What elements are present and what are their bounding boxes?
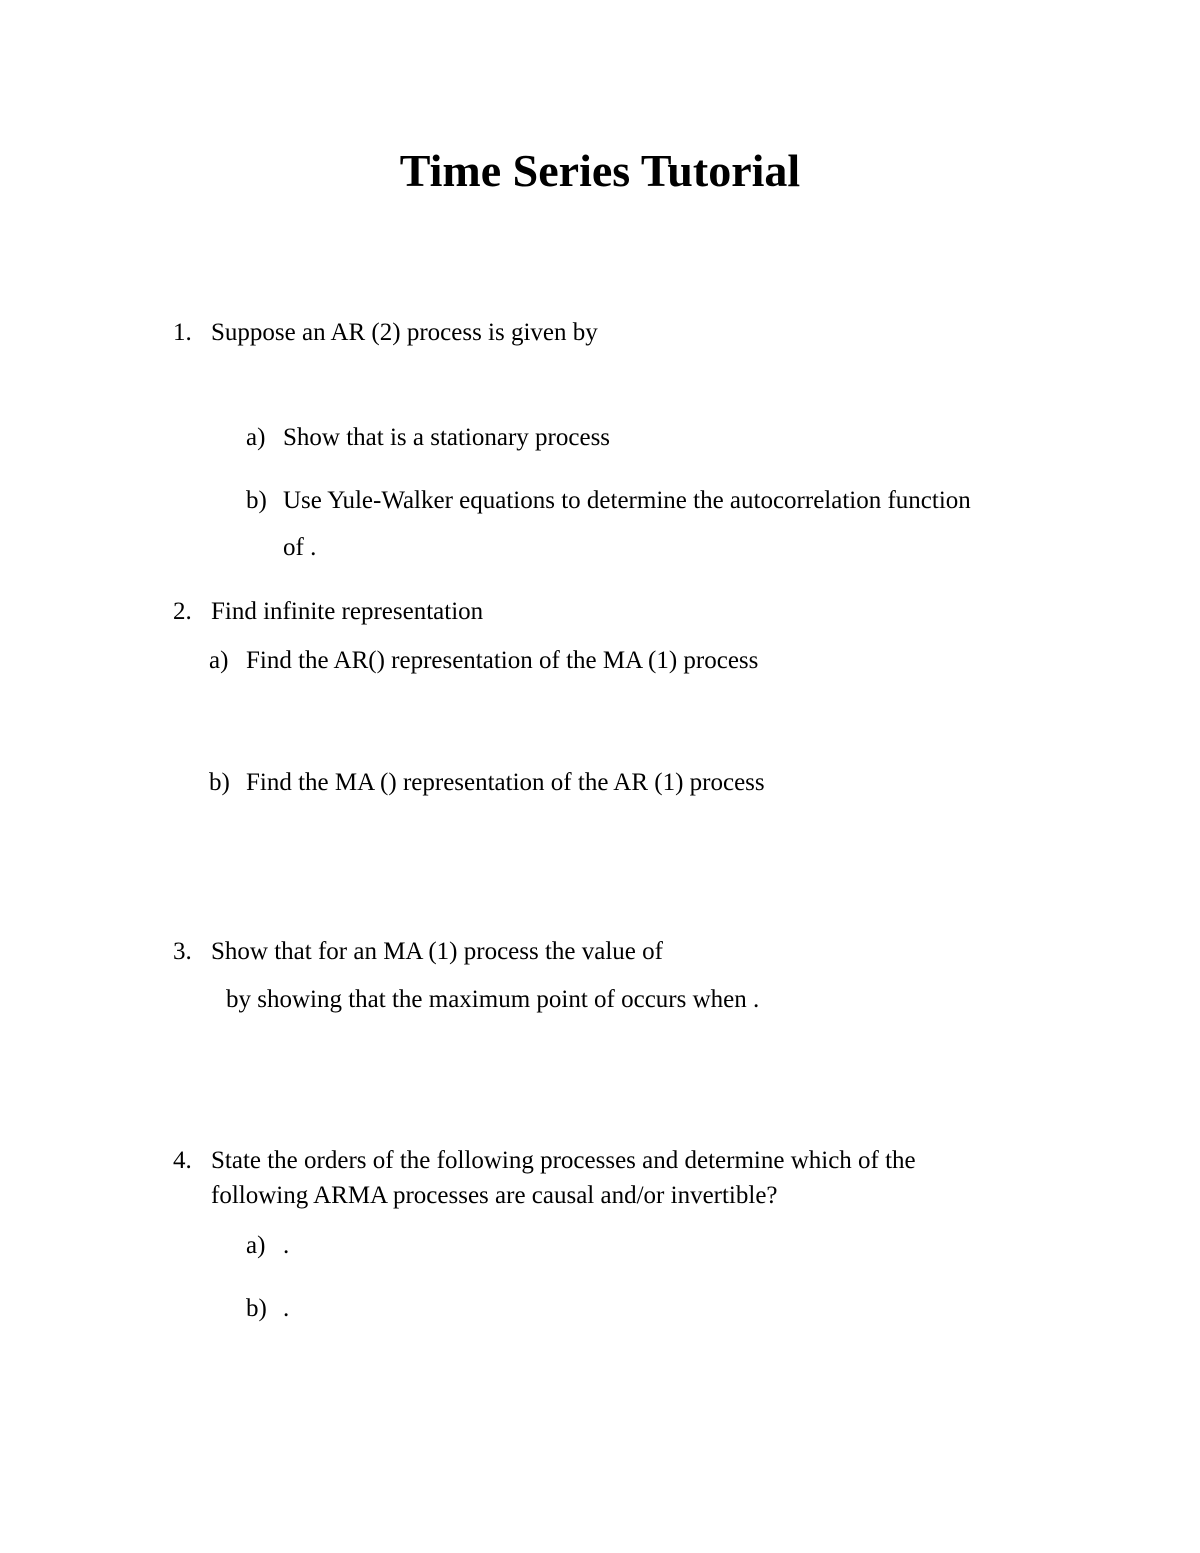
question-4b-text: . — [283, 1295, 290, 1322]
question-3-number: 3. — [173, 938, 192, 965]
question-2b-text: Find the MA () representation of the AR (1) process — [246, 769, 765, 796]
question-1-number: 1. — [173, 319, 192, 346]
question-1a-text: Show that is a stationary process — [283, 424, 611, 451]
document-title: Time Series Tutorial — [399, 145, 801, 196]
question-4a-text: . — [283, 1232, 290, 1259]
question-1b-continuation: of . — [283, 534, 317, 561]
question-4-text: State the orders of the following processes and determine which of the — [211, 1147, 916, 1174]
question-4b-label: b) — [246, 1295, 267, 1322]
question-1b-text: Use Yule-Walker equations to determine the autocorrelation function — [283, 487, 971, 514]
question-2a-label: a) — [209, 647, 229, 674]
question-2a-text: Find the AR() representation of the MA (1) process — [246, 647, 759, 674]
question-3-continuation: by showing that the maximum point of occurs when . — [226, 986, 760, 1013]
question-2b-label: b) — [209, 769, 230, 796]
question-4-number: 4. — [173, 1147, 192, 1174]
question-3-text: Show that for an MA (1) process the value of — [211, 938, 663, 965]
question-1-text: Suppose an AR (2) process is given by — [211, 319, 598, 346]
question-1a-label: a) — [246, 424, 266, 451]
question-4a-label: a) — [246, 1232, 266, 1259]
question-2-number: 2. — [173, 598, 192, 625]
question-2-text: Find infinite representation — [211, 598, 484, 625]
question-1b-label: b) — [246, 487, 267, 514]
question-4-continuation: following ARMA processes are causal and/or invertible? — [211, 1182, 778, 1209]
